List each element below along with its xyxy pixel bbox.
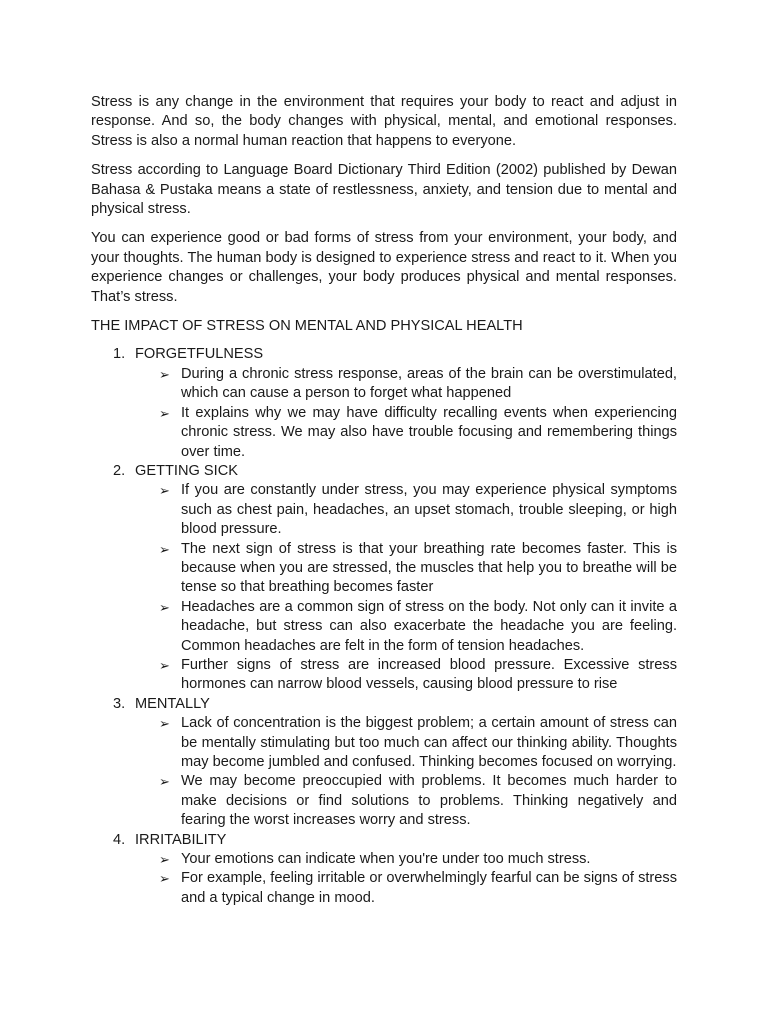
bullet-text: It explains why we may have difficulty recalling events when experiencing chronic stress. We may also have trouble focusing and remembering things over time.	[181, 404, 677, 460]
bullet-text: For example, feeling irritable or overwhelmingly fearful can be signs of stress and a typical change in mood.	[181, 870, 677, 906]
bullet-item	[135, 404, 677, 462]
list-item-title: IRRITABILITY	[135, 831, 227, 848]
arrowhead-bullet-icon: ➢	[159, 366, 170, 382]
bullet-item	[135, 850, 677, 869]
bullet-text: During a chronic stress response, areas of the brain can be overstimulated, which can cause a person to forget what happened	[181, 365, 677, 402]
arrowhead-bullet-icon: ➢	[159, 599, 170, 615]
arrowhead-bullet-icon: ➢	[159, 657, 170, 673]
list-item-forgetfulness	[91, 345, 677, 461]
document-page	[91, 93, 677, 908]
list-number: 2.	[113, 462, 126, 479]
section-heading: THE IMPACT OF STRESS ON MENTAL AND PHYSICAL HEALTH	[91, 318, 523, 335]
arrowhead-bullet-icon: ➢	[159, 852, 170, 868]
bullet-item	[135, 772, 677, 830]
bullet-text: Lack of concentration is the biggest problem; a certain amount of stress can be mentally stimulating but too much can affect our thinking ability. Thoughts may become jumbled and confused. Thinking becomes focused on worrying.	[181, 715, 677, 770]
list-item-title: FORGETFULNESS	[135, 346, 264, 363]
bullet-text: Your emotions can indicate when you're under too much stress.	[181, 851, 591, 868]
list-item-title: MENTALLY	[135, 695, 210, 712]
intro-paragraph: You can experience good or bad forms of stress from your environment, your body, and your thoughts. The human body is designed to experience stress and react to it. When you experience changes or challenges, your body produces physical and mental responses. That’s stress.	[91, 230, 677, 305]
bullet-text: We may become preoccupied with problems. It becomes much harder to make decisions or find solutions to problems. Thinking negatively and fearing the worst increases worry and stress.	[181, 773, 677, 829]
intro-paragraph: Stress is any change in the environment that requires your body to react and adjust in response. And so, the body changes with physical, mental, and emotional responses. Stress is also a normal human reaction that happens to everyone.	[91, 94, 677, 149]
bullet-text: Further signs of stress are increased blood pressure. Excessive stress hormones can narrow blood vessels, causing blood pressure to rise	[181, 656, 677, 693]
arrowhead-bullet-icon: ➢	[159, 483, 170, 499]
bullet-text: Headaches are a common sign of stress on the body. Not only can it invite a headache, but stress can also exacerbate the headache you are feeling. Common headaches are felt in the form of tension headaches.	[181, 598, 677, 654]
bullet-text: The next sign of stress is that your breathing rate becomes faster. This is because when you are stressed, the muscles that help you to breathe will be tense so that breathing becomes faster	[181, 540, 677, 596]
intro-paragraph: Stress according to Language Board Dictionary Third Edition (2002) published by Dewan Bahasa & Pustaka means a state of restlessness, anxiety, and tension due to mental and physical stress.	[91, 162, 677, 218]
bullet-item	[135, 598, 677, 656]
bullet-item	[135, 714, 677, 772]
bullet-item	[135, 869, 677, 908]
bullet-item	[135, 656, 677, 695]
impact-list	[91, 345, 677, 908]
list-item-irritability	[91, 831, 677, 909]
arrowhead-bullet-icon: ➢	[159, 871, 170, 887]
list-item-title: GETTING SICK	[135, 462, 238, 479]
bullet-list	[135, 365, 677, 462]
list-number: 4.	[113, 831, 126, 848]
arrowhead-bullet-icon: ➢	[159, 541, 170, 557]
list-number: 1.	[113, 346, 126, 363]
arrowhead-bullet-icon: ➢	[159, 405, 170, 421]
list-number: 3.	[113, 695, 126, 712]
arrowhead-bullet-icon: ➢	[159, 774, 170, 790]
bullet-list	[135, 481, 677, 694]
bullet-list	[135, 714, 677, 830]
bullet-item	[135, 365, 677, 404]
list-item-getting-sick	[91, 462, 677, 695]
bullet-list	[135, 850, 677, 908]
list-item-mentally	[91, 695, 677, 831]
bullet-item	[135, 540, 677, 598]
arrowhead-bullet-icon: ➢	[159, 716, 170, 732]
bullet-item	[135, 481, 677, 539]
bullet-text: If you are constantly under stress, you may experience physical symptoms such as chest pain, headaches, an upset stomach, trouble sleeping, or high blood pressure.	[181, 482, 677, 538]
